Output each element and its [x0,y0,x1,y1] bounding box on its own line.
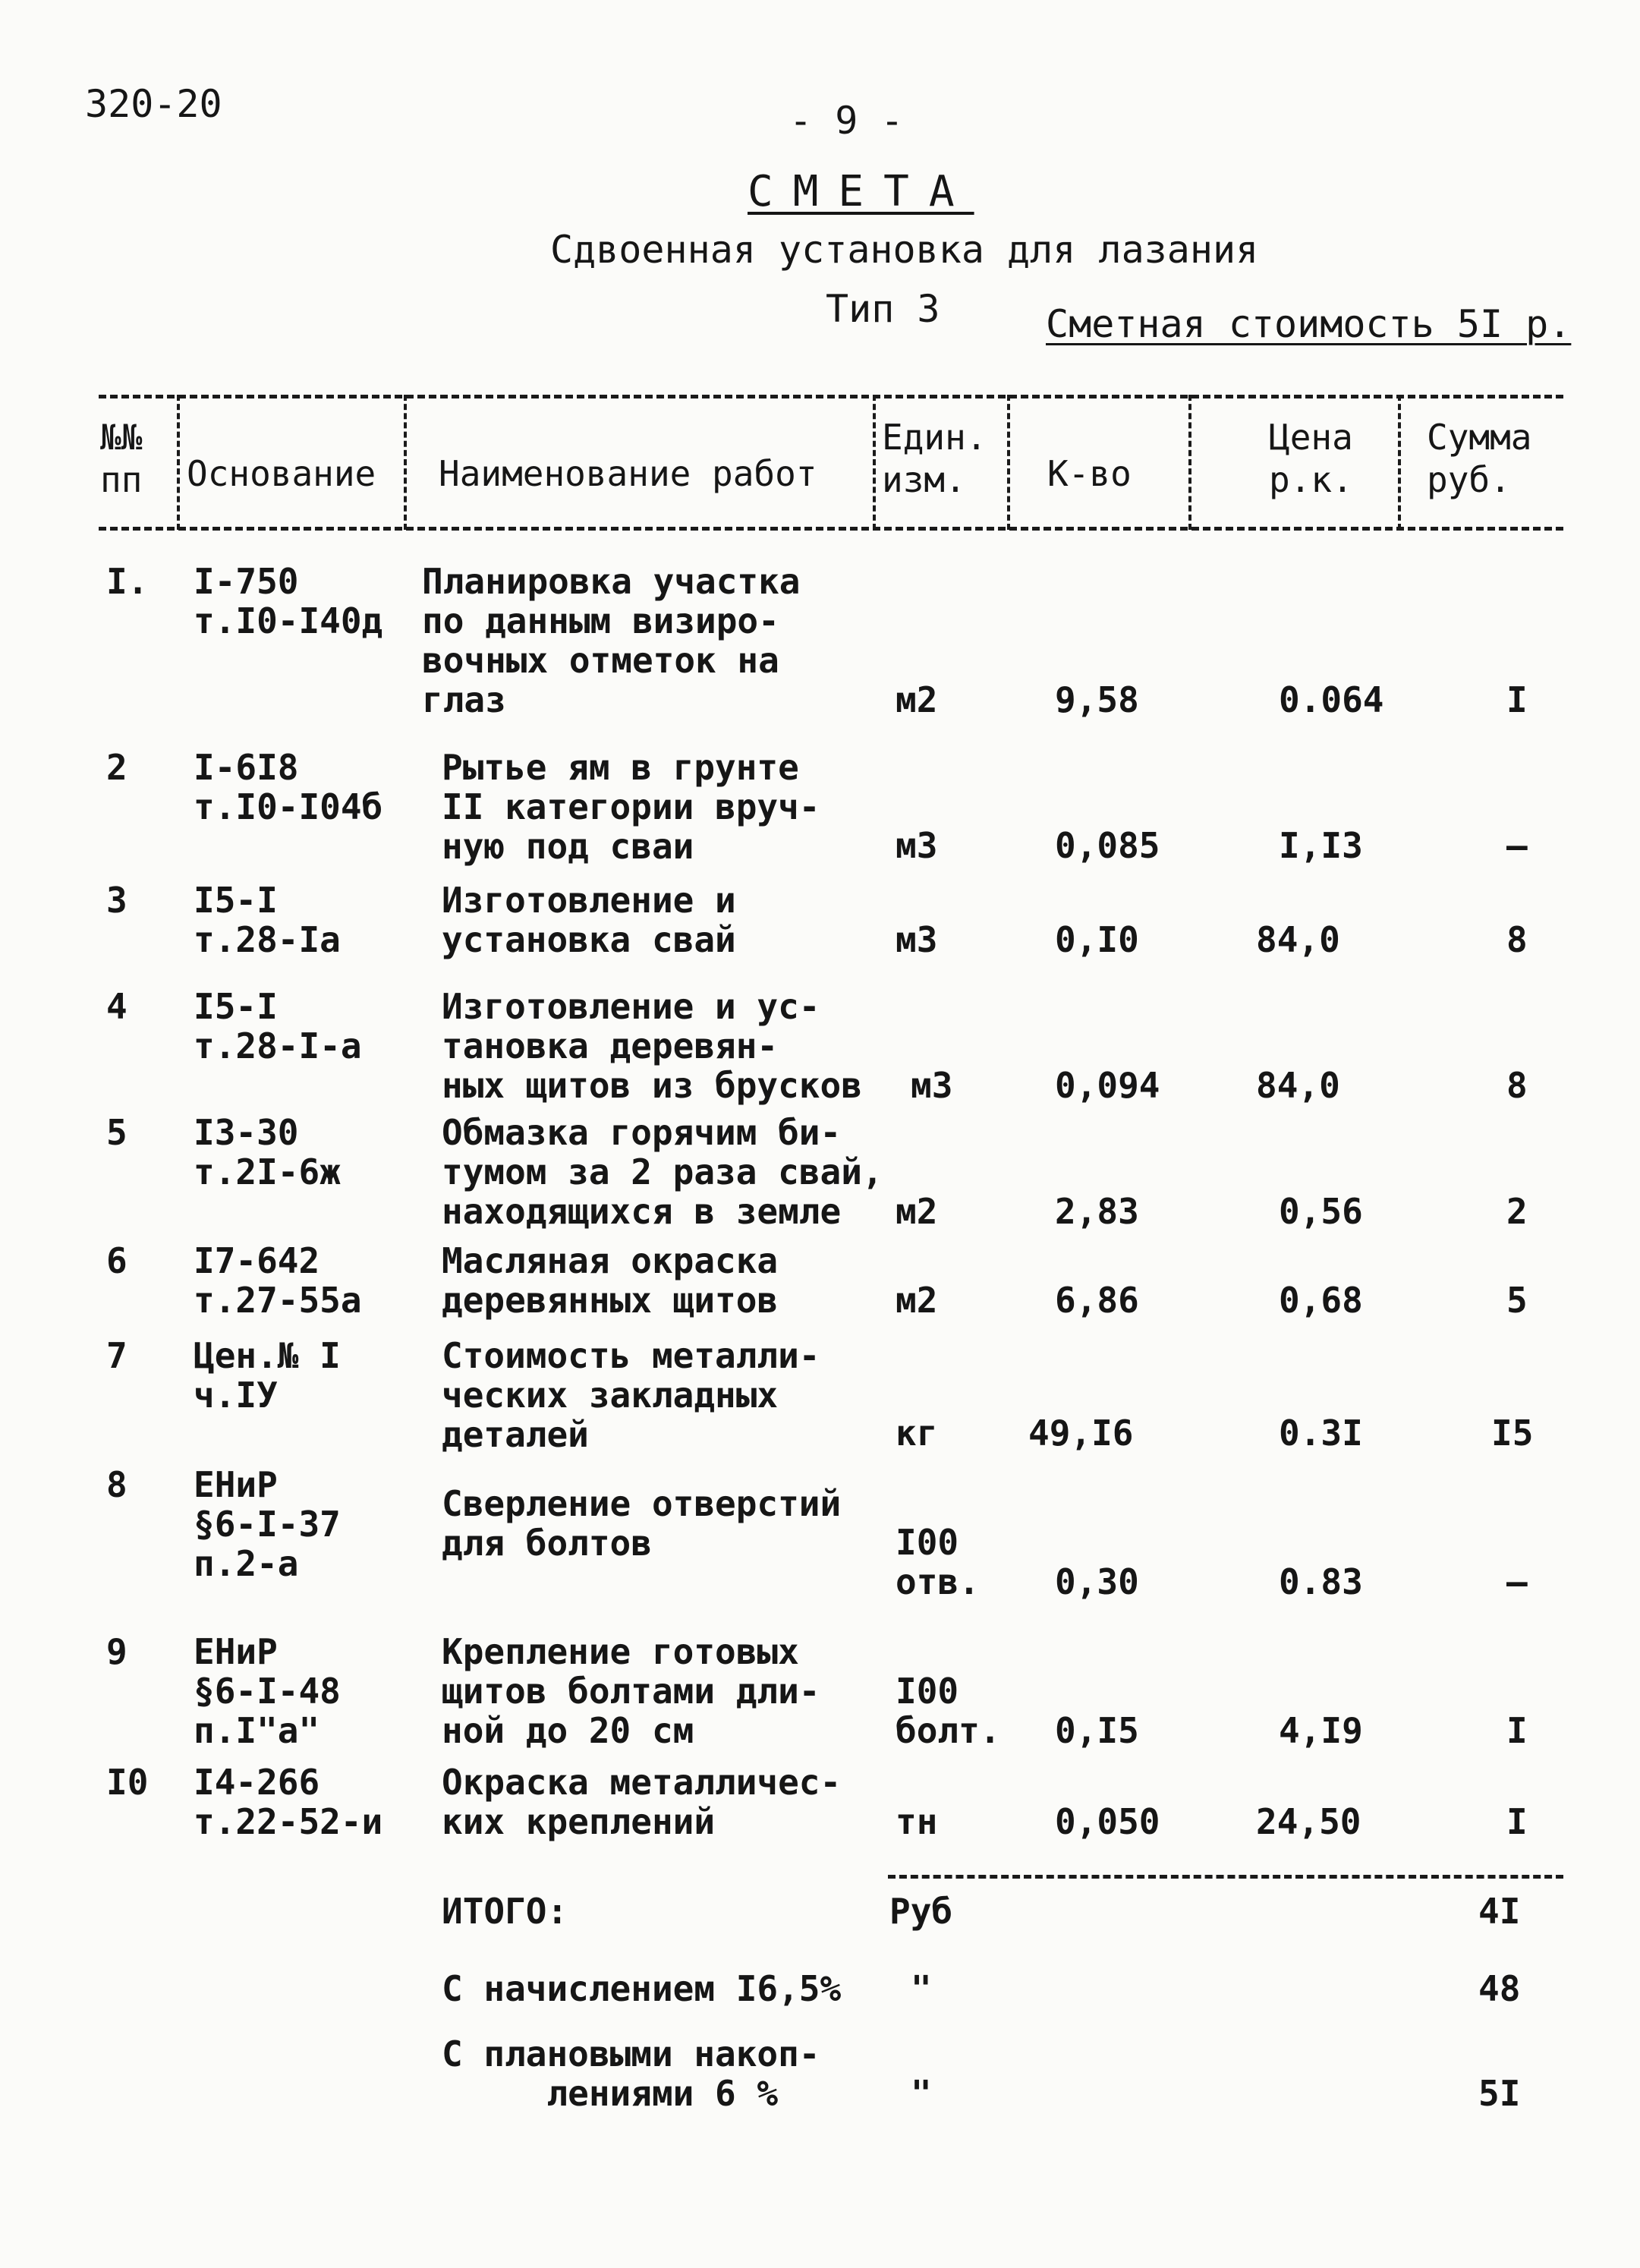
row-sum: – [1506,825,1528,866]
row-number: 6 [106,1240,127,1281]
column-divider [1398,395,1401,530]
row-price: I,I3 [1279,825,1363,866]
total-label: С плановыми накоп- лениями 6 % [442,2033,820,2114]
row-basis: ЕНиР §6-I-48 п.I"а" [194,1631,341,1751]
row-number: 2 [106,747,127,788]
total-label: С начислением I6,5% [442,1968,842,2009]
total-unit: " [911,1968,932,2009]
header-basis: Основание [187,453,376,494]
row-quantity: 0,050 [1055,1801,1160,1842]
row-price: 0,56 [1279,1191,1363,1232]
row-sum: – [1506,1561,1528,1602]
header-work-name: Наименование работ [439,453,817,494]
row-quantity: 2,83 [1055,1191,1139,1232]
row-price: 0.3I [1279,1413,1363,1454]
document-title: СМЕТА [748,167,974,216]
column-divider [1188,395,1191,530]
row-quantity: 6,86 [1055,1280,1139,1321]
row-sum: I [1506,1801,1528,1842]
row-basis: I5-I т.28-Iа [194,880,341,960]
document-code: 320-20 [85,82,222,126]
row-number: 7 [106,1335,127,1376]
row-quantity: 0,30 [1055,1561,1139,1602]
row-work-name: Окраска металличес- ких креплений [442,1762,842,1842]
row-sum: I [1506,679,1528,720]
row-number: 4 [106,986,127,1027]
row-number: I. [106,561,149,602]
row-number: 5 [106,1112,127,1153]
row-unit: м3 [896,919,938,960]
total-label: ИТОГО: [442,1891,568,1932]
header-price: Цена р.к. [1269,417,1353,500]
document-subtitle: Сдвоенная установка для лазания [550,228,1259,272]
row-quantity: 0,085 [1055,825,1160,866]
row-price: 0.83 [1279,1561,1363,1602]
row-work-name: Сверление отверстий для болтов [442,1483,842,1564]
column-divider [177,395,180,530]
total-sum: 5I [1478,2073,1521,2114]
total-sum: 48 [1478,1968,1521,2009]
estimated-cost: Сметная стоимость 5I р. [1046,302,1572,346]
row-work-name: Изготовление и ус- тановка деревян- ных щитов из брусков [442,986,862,1106]
column-divider [404,395,407,530]
total-unit: " [911,2073,932,2114]
row-sum: I [1506,1710,1528,1751]
total-sum: 4I [1478,1891,1521,1932]
table-header-rule [99,527,1563,531]
row-unit: м3 [896,825,938,866]
row-price: 0.064 [1279,679,1384,720]
row-quantity: 0,094 [1055,1065,1160,1106]
row-work-name: Крепление готовых щитов болтами дли- ной до 20 см [442,1631,820,1751]
column-divider [1007,395,1010,530]
row-unit: м2 [896,679,938,720]
row-number: 8 [106,1464,127,1505]
row-sum: 2 [1506,1191,1528,1232]
row-price: 24,50 [1256,1801,1361,1842]
header-unit: Един. изм. [882,417,987,500]
row-quantity: 0,I5 [1055,1710,1139,1751]
row-basis: I-750 т.I0-I40д [194,561,383,641]
row-basis: Цен.№ I ч.IУ [194,1335,341,1416]
type-label: Тип 3 [826,287,940,331]
row-basis: I-6I8 т.I0-I04б [194,747,383,827]
row-number: 9 [106,1631,127,1672]
row-unit: I00 болт. [896,1671,1001,1751]
row-unit: м3 [911,1065,953,1106]
total-unit: Руб [889,1891,953,1932]
row-work-name: Рытье ям в грунте II категории вруч- ную под сваи [442,747,820,867]
row-price: 84,0 [1256,1065,1340,1106]
row-work-name: Обмазка горячим би- тумом за 2 раза свай, находящихся в земле [442,1112,883,1232]
row-unit: I00 отв. [896,1522,980,1602]
row-work-name: Планировка участка по данным визиро- вочных отметок на глаз [422,561,801,720]
row-price: 84,0 [1256,919,1340,960]
row-price: 0,68 [1279,1280,1363,1321]
row-price: 4,I9 [1279,1710,1363,1751]
row-quantity: 0,I0 [1055,919,1139,960]
row-sum: 8 [1506,919,1528,960]
row-quantity: 49,I6 [1028,1413,1134,1454]
header-quantity: К-во [1047,453,1132,494]
row-basis: I5-I т.28-I-а [194,986,362,1066]
row-basis: I3-30 т.2I-6ж [194,1112,341,1192]
totals-rule [888,1875,1563,1879]
column-divider [873,395,876,530]
row-quantity: 9,58 [1055,679,1139,720]
page-number: - 9 - [789,99,904,143]
row-basis: I7-642 т.27-55а [194,1240,362,1321]
table-top-rule [99,395,1563,398]
row-unit: м2 [896,1191,938,1232]
row-sum: I5 [1491,1413,1534,1454]
row-unit: кг [896,1413,938,1454]
row-basis: ЕНиР §6-I-37 п.2-а [194,1464,341,1584]
row-number: 3 [106,880,127,921]
row-basis: I4-266 т.22-52-и [194,1762,383,1842]
row-unit: тн [896,1801,938,1842]
row-sum: 5 [1506,1280,1528,1321]
row-work-name: Стоимость металли- ческих закладных деталей [442,1335,820,1455]
row-work-name: Изготовление и установка свай [442,880,736,960]
row-unit: м2 [896,1280,938,1321]
header-num: №№ пп [100,417,143,500]
row-number: I0 [106,1762,149,1803]
row-work-name: Масляная окраска деревянных щитов [442,1240,779,1321]
row-sum: 8 [1506,1065,1528,1106]
header-sum: Сумма руб. [1427,417,1532,500]
